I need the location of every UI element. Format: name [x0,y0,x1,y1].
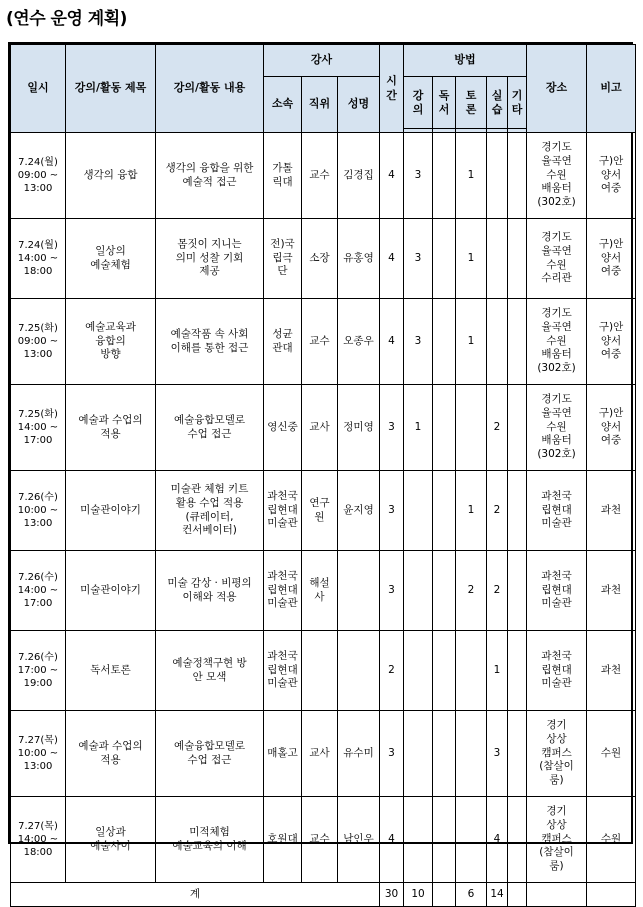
total-label: 계 [11,883,380,907]
total-hours: 30 [380,883,404,907]
cell-note: 구)안 양서 여중 [587,385,636,471]
header-name: 성명 [338,77,380,133]
header-instructor: 강사 [264,45,380,77]
cell-name: 남인우 [338,797,380,883]
cell-hours: 4 [380,299,404,385]
cell-hours: 4 [380,219,404,299]
cell-note: 과천 [587,631,636,711]
cell-affiliation: 가톨 릭대 [264,133,302,219]
cell-note: 수원 [587,711,636,797]
table-row [11,471,636,551]
cell-note: 구)안 양서 여중 [587,219,636,299]
cell-subject: 일상과 예술사이 [66,797,156,883]
cell-date: 7.25(화) 09:00 ~ 13:00 [11,299,66,385]
cell-note: 구)안 양서 여중 [587,133,636,219]
cell-subject: 예술과 수업의 적용 [66,385,156,471]
cell-practice: 2 [487,385,508,471]
cell-subject: 예술과 수업의 적용 [66,711,156,797]
cell-practice: 3 [487,711,508,797]
cell-discussion [456,631,487,711]
cell-hours: 3 [380,551,404,631]
cell-other [508,711,527,797]
cell-subject: 미술관이야기 [66,471,156,551]
cell-content: 예술정책구현 방 안 모색 [156,631,264,711]
cell-affiliation: 과천국 립현대 미술관 [264,471,302,551]
training-plan-table-wrapper [8,42,633,900]
header-hours: 시 간 [380,45,404,133]
cell-discussion: 1 [456,219,487,299]
cell-other [508,551,527,631]
cell-name: 오종우 [338,299,380,385]
table-row [11,797,636,883]
cell-content: 미술관 체험 키트 활용 수업 적용 (큐레이터, 컨서베이터) [156,471,264,551]
cell-discussion: 1 [456,133,487,219]
header-affiliation: 소속 [264,77,302,133]
cell-subject: 독서토론 [66,631,156,711]
cell-practice: 2 [487,551,508,631]
cell-hours: 3 [380,471,404,551]
cell-lecture [404,471,433,551]
cell-name: 유수미 [338,711,380,797]
cell-subject: 예술교육과 융합의 방향 [66,299,156,385]
table-header [11,45,636,133]
cell-place: 경기도 율곡연 수원 수리관 [527,219,587,299]
cell-reading [433,471,456,551]
cell-date: 7.24(월) 14:00 ~ 18:00 [11,219,66,299]
cell-reading [433,219,456,299]
cell-note: 과천 [587,551,636,631]
header-other: 기 타 [508,77,527,129]
table-row [11,711,636,797]
cell-subject: 일상의 예술체험 [66,219,156,299]
cell-affiliation: 매홀고 [264,711,302,797]
cell-discussion [456,797,487,883]
total-discussion: 6 [456,883,487,907]
cell-practice: 4 [487,797,508,883]
cell-practice: 1 [487,631,508,711]
header-content: 강의/활동 내용 [156,45,264,133]
cell-lecture: 3 [404,219,433,299]
cell-hours: 2 [380,631,404,711]
cell-reading [433,797,456,883]
cell-subject: 생각의 융합 [66,133,156,219]
cell-affiliation: 성균 관대 [264,299,302,385]
header-reading: 독 서 [433,77,456,129]
cell-name [338,631,380,711]
cell-name [338,551,380,631]
cell-discussion [456,711,487,797]
header-position: 직위 [302,77,338,133]
cell-name: 정미영 [338,385,380,471]
cell-lecture [404,631,433,711]
cell-practice [487,299,508,385]
cell-place: 경기도 율곡연 수원 배움터 (302호) [527,299,587,385]
cell-subject: 미술관이야기 [66,551,156,631]
total-practice: 14 [487,883,508,907]
cell-date: 7.24(월) 09:00 ~ 13:00 [11,133,66,219]
table-row [11,631,636,711]
table-row [11,133,636,219]
cell-reading [433,133,456,219]
cell-place: 과천국 립현대 미술관 [527,471,587,551]
page-title: (연수 운영 계획) [6,9,127,29]
cell-date: 7.26(수) 17:00 ~ 19:00 [11,631,66,711]
cell-date: 7.26(수) 10:00 ~ 13:00 [11,471,66,551]
cell-position: 연구 원 [302,471,338,551]
cell-content: 예술융합모델로 수업 접근 [156,385,264,471]
cell-position: 교수 [302,797,338,883]
cell-position: 교사 [302,385,338,471]
cell-practice: 2 [487,471,508,551]
cell-name: 유홍영 [338,219,380,299]
cell-discussion [456,385,487,471]
cell-note: 구)안 양서 여중 [587,299,636,385]
cell-content: 몸짓이 지니는 의미 성찰 기회 제공 [156,219,264,299]
cell-position: 소장 [302,219,338,299]
cell-hours: 4 [380,133,404,219]
cell-note: 과천 [587,471,636,551]
table-row [11,551,636,631]
cell-reading [433,551,456,631]
cell-date: 7.27(목) 14:00 ~ 18:00 [11,797,66,883]
cell-content: 예술작품 속 사회 이해를 통한 접근 [156,299,264,385]
table-row [11,385,636,471]
cell-reading [433,299,456,385]
cell-place: 경기도 율곡연 수원 배움터 (302호) [527,133,587,219]
cell-position: 교수 [302,133,338,219]
cell-other [508,471,527,551]
total-row [11,883,636,907]
table-row [11,219,636,299]
cell-affiliation: 전)국 립극 단 [264,219,302,299]
cell-lecture: 1 [404,385,433,471]
cell-position: 해설 사 [302,551,338,631]
cell-date: 7.26(수) 14:00 ~ 17:00 [11,551,66,631]
cell-affiliation: 호원대 [264,797,302,883]
cell-content: 미적체험 예술교육의 이해 [156,797,264,883]
cell-reading [433,631,456,711]
cell-lecture [404,711,433,797]
cell-hours: 3 [380,385,404,471]
cell-place: 경기도 율곡연 수원 배움터 (302호) [527,385,587,471]
cell-lecture: 3 [404,299,433,385]
cell-other [508,133,527,219]
cell-reading [433,385,456,471]
cell-other [508,385,527,471]
cell-note: 수원 [587,797,636,883]
cell-content: 예술융합모델로 수업 접근 [156,711,264,797]
table-body [11,133,636,907]
cell-practice [487,133,508,219]
cell-lecture [404,797,433,883]
header-note: 비고 [587,45,636,133]
header-subject: 강의/활동 제목 [66,45,156,133]
cell-place: 경기 상상 캠퍼스 (참살이 룸) [527,797,587,883]
cell-other [508,797,527,883]
cell-other [508,219,527,299]
cell-place: 과천국 립현대 미술관 [527,631,587,711]
total-place [527,883,587,907]
cell-position: 교수 [302,299,338,385]
cell-discussion: 1 [456,299,487,385]
cell-hours: 3 [380,711,404,797]
header-date: 일시 [11,45,66,133]
cell-hours: 4 [380,797,404,883]
cell-position [302,631,338,711]
header-method: 방법 [404,45,527,77]
cell-other [508,299,527,385]
total-reading [433,883,456,907]
header-lecture: 강 의 [404,77,433,129]
total-lecture: 10 [404,883,433,907]
total-note [587,883,636,907]
table-row [11,299,636,385]
cell-position: 교사 [302,711,338,797]
cell-date: 7.27(목) 10:00 ~ 13:00 [11,711,66,797]
cell-discussion: 1 [456,471,487,551]
cell-affiliation: 영신중 [264,385,302,471]
cell-lecture [404,551,433,631]
cell-content: 미술 감상 · 비평의 이해와 적용 [156,551,264,631]
cell-name: 윤지영 [338,471,380,551]
cell-place: 경기 상상 캠퍼스 (참살이 룸) [527,711,587,797]
total-other [508,883,527,907]
cell-discussion: 2 [456,551,487,631]
cell-lecture: 3 [404,133,433,219]
cell-name: 김경집 [338,133,380,219]
header-place: 장소 [527,45,587,133]
header-practice: 실 습 [487,77,508,129]
header-discussion: 토 론 [456,77,487,129]
cell-affiliation: 과천국 립현대 미술관 [264,631,302,711]
cell-other [508,631,527,711]
cell-affiliation: 과천국 립현대 미술관 [264,551,302,631]
cell-date: 7.25(화) 14:00 ~ 17:00 [11,385,66,471]
training-plan-table [10,44,636,907]
cell-practice [487,219,508,299]
cell-reading [433,711,456,797]
cell-content: 생각의 융합을 위한 예술적 접근 [156,133,264,219]
cell-place: 과천국 립현대 미술관 [527,551,587,631]
